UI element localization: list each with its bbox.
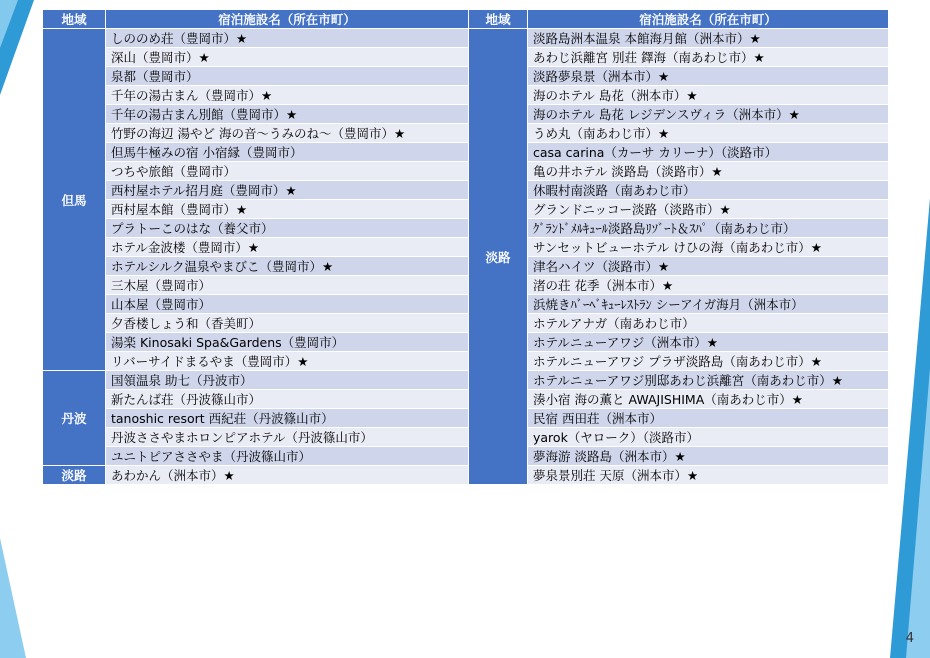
- facility-name-cell: 浜焼きﾊﾞｰﾍﾞｷｭｰﾚｽﾄﾗﾝ シーアイガ海月（洲本市）: [528, 295, 889, 314]
- table-header-row: [469, 10, 889, 29]
- table-row: [469, 124, 889, 143]
- table-row: [43, 314, 469, 333]
- facility-name-cell: リバーサイドまるやま（豊岡市）★: [106, 352, 469, 371]
- table-row: [43, 371, 469, 390]
- facility-name-cell: うめ丸（南あわじ市）★: [528, 124, 889, 143]
- table-row: [43, 257, 469, 276]
- facility-name-cell: 夕香楼しょう和（香美町）: [106, 314, 469, 333]
- table-row: [469, 143, 889, 162]
- table-row: [469, 29, 889, 48]
- facility-name-cell: 三木屋（豊岡市）: [106, 276, 469, 295]
- table-row: [469, 333, 889, 352]
- facility-name-cell: 国領温泉 助七（丹波市）: [106, 371, 469, 390]
- table-row: [43, 200, 469, 219]
- table-row: [43, 447, 469, 466]
- facility-name-cell: 西村屋ホテル招月庭（豊岡市）★: [106, 181, 469, 200]
- table-row: [43, 29, 469, 48]
- table-row: [43, 105, 469, 124]
- table-row: [469, 466, 889, 485]
- facility-name-cell: あわじ浜離宮 別荘 鐸海（南あわじ市）★: [528, 48, 889, 67]
- left-facility-table: [42, 9, 469, 485]
- table-row: [43, 67, 469, 86]
- facility-name-cell: 海のホテル 島花（洲本市）★: [528, 86, 889, 105]
- table-row: [43, 390, 469, 409]
- facility-name-cell: 竹野の海辺 湯やど 海の音～うみのね～（豊岡市）★: [106, 124, 469, 143]
- table-row: [43, 238, 469, 257]
- table-row: [469, 105, 889, 124]
- facility-name-cell: 泉都（豊岡市）: [106, 67, 469, 86]
- table-row: [469, 428, 889, 447]
- facility-name-cell: yarok（ヤローク）（淡路市）: [528, 428, 889, 447]
- facility-name-cell: 湯楽 Kinosaki Spa&Gardens（豊岡市）: [106, 333, 469, 352]
- right-table-body: [469, 29, 889, 485]
- table-row: [43, 181, 469, 200]
- facility-name-cell: tanoshic resort 西紀荘（丹波篠山市）: [106, 409, 469, 428]
- region-cell: 丹波: [43, 371, 106, 466]
- facility-name-cell: つちや旅館（豊岡市）: [106, 162, 469, 181]
- facility-name-cell: ホテルニューアワジ（洲本市）★: [528, 333, 889, 352]
- table-row: [469, 67, 889, 86]
- facility-name-cell: しののめ荘（豊岡市）★: [106, 29, 469, 48]
- table-header-row: [43, 10, 469, 29]
- facility-name-cell: 夢泉景別荘 天原（洲本市）★: [528, 466, 889, 485]
- facility-name-cell: 夢海游 淡路島（洲本市）★: [528, 447, 889, 466]
- facility-name-cell: 津名ハイツ（淡路市）★: [528, 257, 889, 276]
- facility-name-cell: サンセットビューホテル けひの海（南あわじ市）★: [528, 238, 889, 257]
- facility-name-cell: ホテルニューアワジ プラザ淡路島（南あわじ市）★: [528, 352, 889, 371]
- facility-name-cell: 新たんば荘（丹波篠山市）: [106, 390, 469, 409]
- table-row: [43, 276, 469, 295]
- table-row: [469, 371, 889, 390]
- table-row: [469, 162, 889, 181]
- right-facility-table: [468, 9, 889, 485]
- facility-name-cell: 淡路夢泉景（洲本市）★: [528, 67, 889, 86]
- facility-name-cell: ホテルシルク温泉やまびこ（豊岡市）★: [106, 257, 469, 276]
- facility-header: 宿泊施設名（所在市町）: [106, 10, 469, 29]
- facility-name-cell: 休暇村南淡路（南あわじ市）: [528, 181, 889, 200]
- table-row: [469, 86, 889, 105]
- facility-name-cell: 丹波ささやまホロンピアホテル（丹波篠山市）: [106, 428, 469, 447]
- table-row: [469, 200, 889, 219]
- facility-name-cell: プラトーこのはな（養父市）: [106, 219, 469, 238]
- table-row: [469, 257, 889, 276]
- table-row: [43, 124, 469, 143]
- table-row: [43, 219, 469, 238]
- facility-name-cell: 淡路島洲本温泉 本館海月館（洲本市）★: [528, 29, 889, 48]
- table-row: [43, 466, 469, 485]
- table-row: [469, 48, 889, 67]
- facility-name-cell: 千年の湯古まん（豊岡市）★: [106, 86, 469, 105]
- table-row: [469, 276, 889, 295]
- facility-name-cell: casa carina（カーサ カリーナ）（淡路市）: [528, 143, 889, 162]
- region-header: 地域: [469, 10, 528, 29]
- table-row: [43, 162, 469, 181]
- facility-name-cell: 海のホテル 島花 レジデンスヴィラ（洲本市）★: [528, 105, 889, 124]
- region-header: 地域: [43, 10, 106, 29]
- facility-name-cell: ホテルニューアワジ別邸あわじ浜離宮（南あわじ市）★: [528, 371, 889, 390]
- table-row: [43, 295, 469, 314]
- table-row: [43, 86, 469, 105]
- region-cell: 但馬: [43, 29, 106, 371]
- table-row: [469, 447, 889, 466]
- region-cell: 淡路: [43, 466, 106, 485]
- page-number: 4: [905, 631, 914, 646]
- facility-name-cell: グランドニッコー淡路（淡路市）★: [528, 200, 889, 219]
- table-row: [469, 390, 889, 409]
- table-row: [469, 314, 889, 333]
- facility-name-cell: 亀の井ホテル 淡路島（淡路市）★: [528, 162, 889, 181]
- decor-top-left-light: [0, 0, 18, 48]
- facility-name-cell: ｸﾞﾗﾝﾄﾞﾒﾙｷｭｰﾙ淡路島ﾘｿﾞｰﾄ＆ｽﾊﾟ（南あわじ市）: [528, 219, 889, 238]
- region-cell: 淡路: [469, 29, 528, 485]
- facility-name-cell: ホテルアナガ（南あわじ市）: [528, 314, 889, 333]
- facility-name-cell: 但馬牛極みの宿 小宿縁（豊岡市）: [106, 143, 469, 162]
- facility-name-cell: 民宿 西田荘（洲本市）: [528, 409, 889, 428]
- decor-bottom-right-light: [906, 368, 930, 658]
- table-row: [469, 219, 889, 238]
- decor-bottom-left: [0, 538, 26, 658]
- table-row: [43, 352, 469, 371]
- table-row: [43, 409, 469, 428]
- facility-name-cell: あわかん（洲本市）★: [106, 466, 469, 485]
- table-row: [43, 428, 469, 447]
- facility-name-cell: ホテル金波楼（豊岡市）★: [106, 238, 469, 257]
- facility-name-cell: 渚の荘 花季（洲本市）★: [528, 276, 889, 295]
- facility-name-cell: 千年の湯古まん別館（豊岡市）★: [106, 105, 469, 124]
- table-row: [43, 143, 469, 162]
- table-row: [43, 48, 469, 67]
- facility-name-cell: 山本屋（豊岡市）: [106, 295, 469, 314]
- table-row: [469, 409, 889, 428]
- facility-header: 宿泊施設名（所在市町）: [528, 10, 889, 29]
- table-row: [469, 295, 889, 314]
- table-row: [43, 333, 469, 352]
- facility-name-cell: ユニトピアささやま（丹波篠山市）: [106, 447, 469, 466]
- table-row: [469, 238, 889, 257]
- table-row: [469, 181, 889, 200]
- table-row: [469, 352, 889, 371]
- facility-name-cell: 西村屋本館（豊岡市）★: [106, 200, 469, 219]
- left-table-body: [43, 29, 469, 485]
- facility-name-cell: 湊小宿 海の薫と AWAJISHIMA（南あわじ市）★: [528, 390, 889, 409]
- facility-name-cell: 深山（豊岡市）★: [106, 48, 469, 67]
